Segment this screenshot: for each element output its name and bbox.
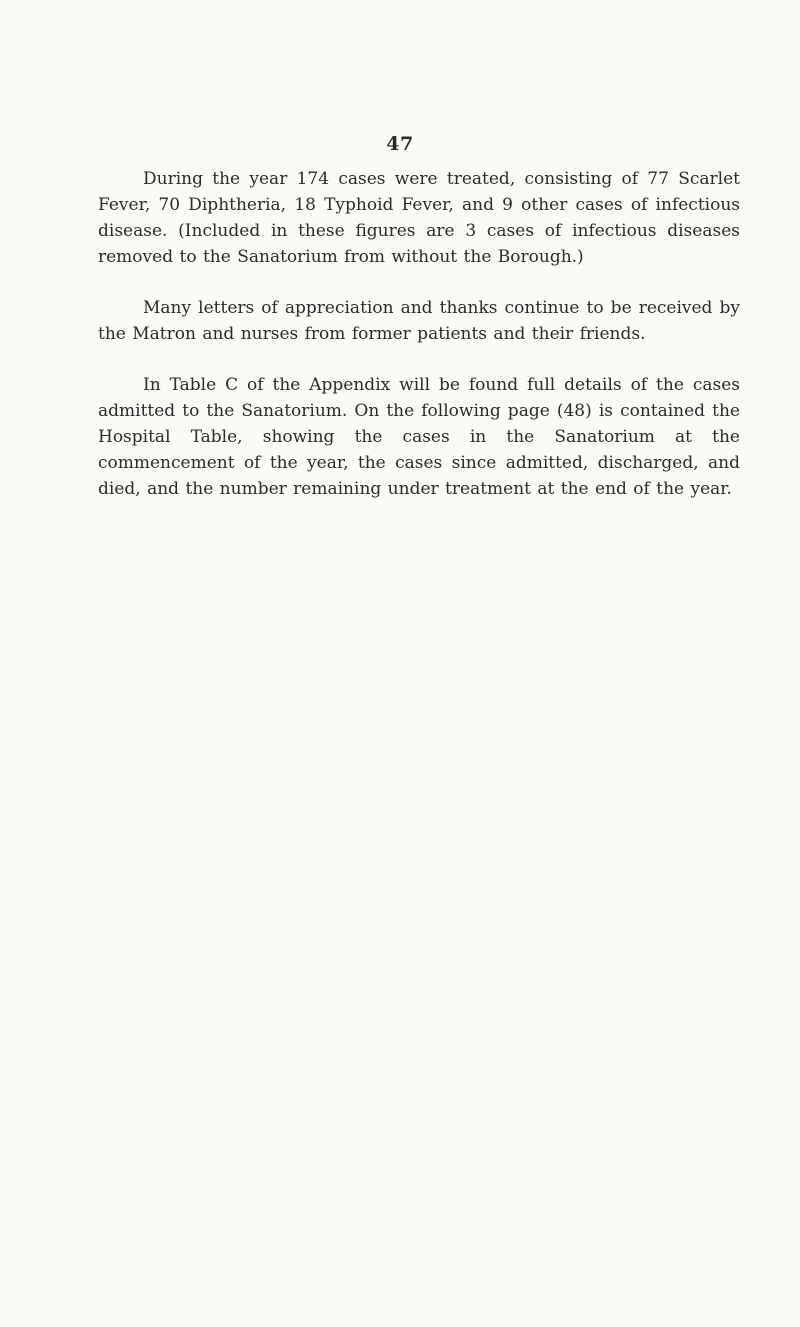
paragraph-table-reference: In Table C of the Appendix will be found full details of the cases admitted to the Sanatorium. On the following page (48) is contained the Hospital Table, showing the cases in the Sanatorium at the commencement of the year, the cases since admitted, discharged, and died, and the number remaining under treatment at the end of the year. (98, 375, 740, 499)
paragraph-cases-treated: During the year 174 cases were treated, consisting of 77 Scarlet Fever, 70 Diphtheria, 18 Typhoid Fever, and 9 other cases of infectious disease. (Included in these figures are 3 cases of infectious diseases removed to the Sanatorium from without the Borough.) (98, 169, 740, 267)
document-body (98, 166, 740, 527)
page-number: 47 (386, 133, 414, 155)
paragraph-letters-of-appreciation: Many letters of appreciation and thanks continue to be received by the Matron and nurses from former patients and their friends. (98, 298, 740, 344)
